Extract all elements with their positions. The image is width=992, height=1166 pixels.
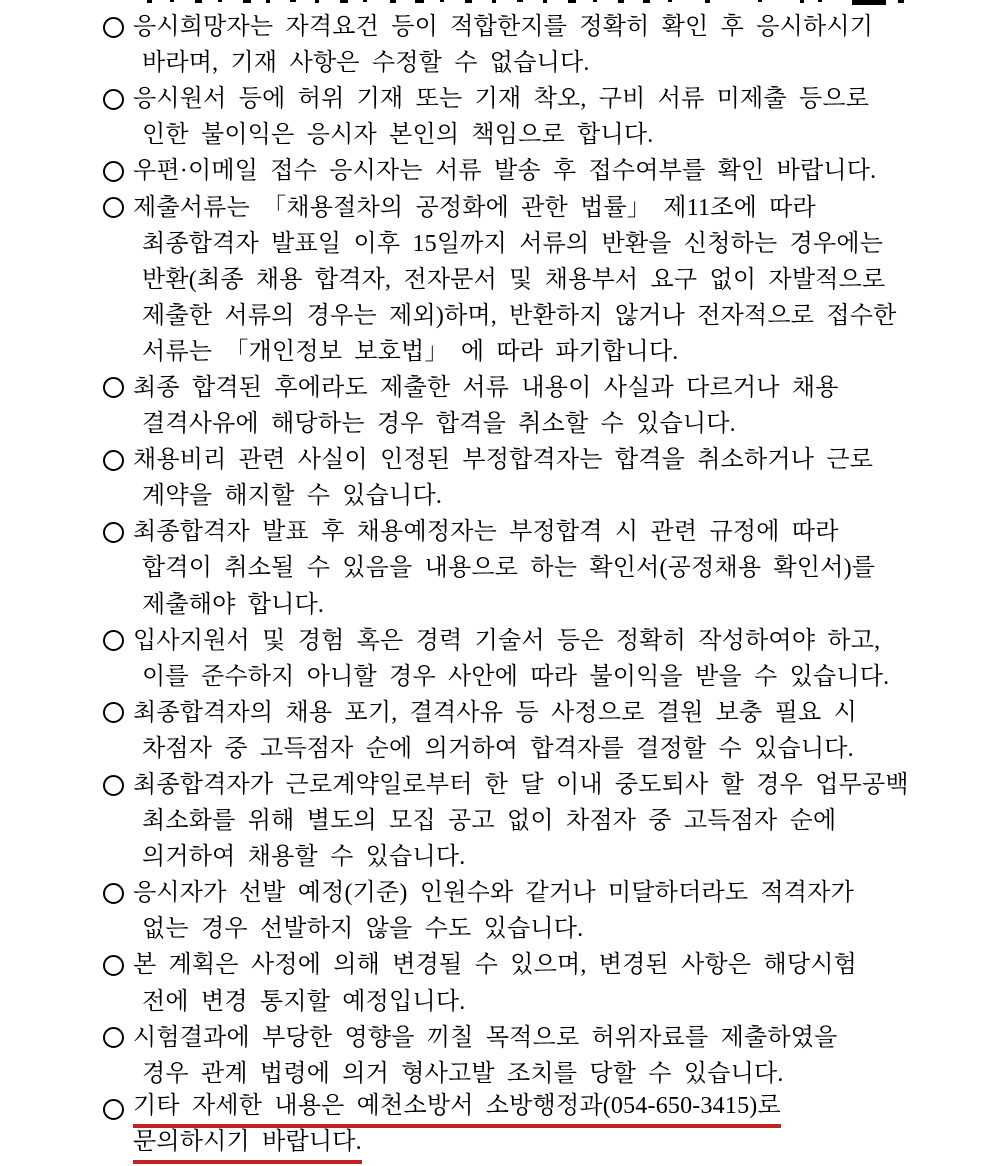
notice-line-text: 인한 불이익은 응시자 본인의 책임으로 합니다. [142, 122, 654, 149]
notice-line [0, 262, 992, 298]
notice-item-contact [0, 1092, 992, 1164]
notice-line-text: 우편·이메일 접수 응시자는 서류 발송 후 접수여부를 확인 바랍니다. [133, 158, 877, 185]
notice-line-text: 최종합격자의 채용 포기, 결격사유 등 사정으로 결원 보충 필요 시 [133, 699, 857, 726]
notice-line-text: 바라며, 기재 사항은 수정할 수 없습니다. [142, 50, 590, 77]
bullet-circle-icon [103, 89, 124, 110]
notice-line-text: 합격이 취소될 수 있음을 내용으로 하는 확인서(공정채용 확인서)를 [142, 555, 876, 582]
notice-line-text: 제출해야 합니다. [142, 591, 325, 618]
bullet-circle-icon [103, 17, 124, 38]
notice-item [0, 514, 992, 622]
notice-line-text: 최종합격자 발표 후 채용예정자는 부정합격 시 관련 규정에 따라 [133, 519, 839, 546]
notice-line-text: 제출서류는 「채용절차의 공정화에 관한 법률」 제11조에 따라 [133, 194, 816, 221]
notice-line [0, 45, 992, 81]
notice-line-text: 최종 합격된 후에라도 제출한 서류 내용이 사실과 다르거나 채용 [133, 374, 839, 401]
notice-item [0, 947, 992, 1019]
notice-line [0, 1020, 992, 1056]
notice-line-text: 입사지원서 및 경험 혹은 경력 기술서 등은 정확히 작성하여야 하고, [133, 627, 881, 654]
notice-line [0, 153, 992, 189]
red-underlined-text: 문의하시기 바랍니다. [133, 1127, 362, 1164]
notice-item [0, 153, 992, 189]
notice-line-text: 차점자 중 고득점자 순에 의거하여 합격자를 결정할 수 있습니다. [142, 735, 854, 762]
notice-line-text: 이를 준수하지 아니할 경우 사안에 따라 불이익을 받을 수 있습니다. [142, 663, 890, 690]
notice-line [0, 514, 992, 550]
notice-line [0, 478, 992, 514]
notice-line [0, 767, 992, 803]
notice-line-text: 결격사유에 해당하는 경우 합격을 취소할 수 있습니다. [142, 411, 736, 438]
notice-line [0, 947, 992, 983]
notice-line-text: 없는 경우 선발하지 않을 수도 있습니다. [142, 916, 584, 943]
notice-item [0, 9, 992, 81]
notice-line [0, 587, 992, 623]
bullet-circle-icon [103, 702, 124, 723]
notice-line [0, 370, 992, 406]
cropped-line-remnant [0, 0, 992, 7]
bullet-circle-icon [103, 161, 124, 182]
notice-item [0, 767, 992, 875]
notice-line [0, 81, 992, 117]
notice-line-text: 최종합격자가 근로계약일로부터 한 달 이내 중도퇴사 할 경우 업무공백 [133, 772, 909, 799]
notice-line [0, 406, 992, 442]
bullet-circle-icon [103, 955, 124, 976]
notice-line-text: 응시희망자는 자격요건 등이 적합한지를 정확히 확인 후 응시하시기 [133, 14, 874, 41]
notice-line [0, 550, 992, 586]
notice-line-text: 반환(최종 채용 합격자, 전자문서 및 채용부서 요구 없이 자발적으로 [142, 266, 886, 293]
notice-item [0, 623, 992, 695]
notice-line [0, 984, 992, 1020]
notice-item [0, 189, 992, 369]
notice-line [0, 1056, 992, 1092]
notice-line [0, 298, 992, 334]
notice-line [0, 803, 992, 839]
notice-line [0, 623, 992, 659]
notice-line [0, 731, 992, 767]
notice-line [0, 9, 992, 45]
notice-line-text: 응시원서 등에 허위 기재 또는 기재 착오, 구비 서류 미제출 등으로 [133, 86, 870, 113]
notice-line-text: 시험결과에 부당한 영향을 끼칠 목적으로 허위자료를 제출하였을 [133, 1024, 838, 1051]
notice-line [0, 695, 992, 731]
notice-line-text: 전에 변경 통지할 예정입니다. [142, 988, 466, 1015]
notice-item [0, 1020, 992, 1092]
notice-item [0, 695, 992, 767]
notice-line [0, 911, 992, 947]
bullet-circle-icon [103, 630, 124, 651]
notice-line [0, 1092, 992, 1128]
notice-line-text: 응시자가 선발 예정(기준) 인원수와 같거나 미달하더라도 적격자가 [133, 880, 854, 907]
notice-line [0, 334, 992, 370]
notice-line-text: 서류는 「개인정보 보호법」 에 따라 파기합니다. [142, 338, 679, 365]
notice-line [0, 875, 992, 911]
bullet-circle-icon [103, 197, 124, 218]
notice-line-text: 의거하여 채용할 수 있습니다. [142, 844, 466, 871]
bullet-circle-icon [103, 1027, 124, 1048]
notice-item [0, 81, 992, 153]
notice-item [0, 442, 992, 514]
notice-line-text: 최종합격자 발표일 이후 15일까지 서류의 반환을 신청하는 경우에는 [142, 230, 884, 257]
bullet-circle-icon [103, 775, 124, 796]
notice-line-text: 경우 관계 법령에 의거 형사고발 조치를 당할 수 있습니다. [142, 1060, 784, 1087]
notice-item [0, 370, 992, 442]
bullet-circle-icon [103, 522, 124, 543]
notice-body [0, 9, 992, 1164]
notice-line [0, 189, 992, 225]
bullet-circle-icon [103, 1099, 124, 1120]
notice-line [0, 442, 992, 478]
notice-item [0, 875, 992, 947]
bullet-circle-icon [103, 450, 124, 471]
notice-line-text: 본 계획은 사정에 의해 변경될 수 있으며, 변경된 사항은 해당시험 [133, 952, 857, 979]
notice-line-text: 채용비리 관련 사실이 인정된 부정합격자는 합격을 취소하거나 근로 [133, 447, 874, 474]
notice-line [0, 226, 992, 262]
red-underlined-text: 기타 자세한 내용은 예천소방서 소방행정과(054-650-3415)로 [133, 1091, 781, 1128]
notice-line [0, 659, 992, 695]
notice-line-text: 최소화를 위해 별도의 모집 공고 없이 차점자 중 고득점자 순에 [142, 808, 837, 835]
notice-line-text: 계약을 해지할 수 있습니다. [142, 483, 443, 510]
notice-line [0, 117, 992, 153]
notice-line-text: 제출한 서류의 경우는 제외)하며, 반환하지 않거나 전자적으로 접수한 [142, 302, 897, 329]
bullet-circle-icon [103, 883, 124, 904]
notice-line [0, 1128, 992, 1164]
bullet-circle-icon [103, 377, 124, 398]
notice-line [0, 839, 992, 875]
